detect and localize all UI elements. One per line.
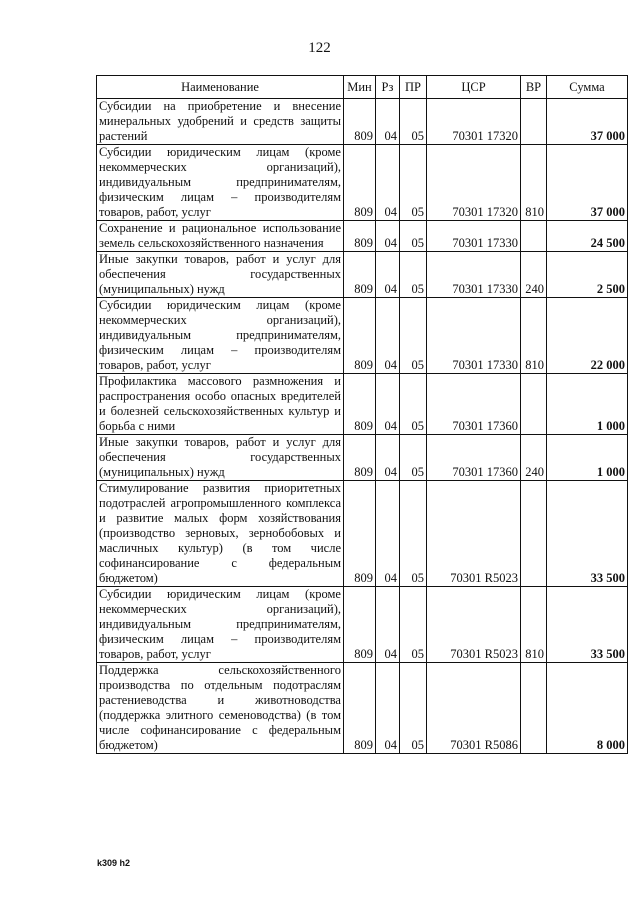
- row-csr: 70301 17320: [427, 99, 521, 145]
- header-vr: ВР: [521, 76, 547, 99]
- row-rz: 04: [376, 221, 400, 252]
- row-rz: 04: [376, 145, 400, 221]
- footer-code: k309 h2: [97, 858, 131, 868]
- row-pr: 05: [400, 298, 427, 374]
- row-min: 809: [344, 298, 376, 374]
- row-min: 809: [344, 221, 376, 252]
- row-csr: 70301 17360: [427, 374, 521, 435]
- row-rz: 04: [376, 298, 400, 374]
- row-pr: 05: [400, 99, 427, 145]
- header-name: Наименование: [97, 76, 344, 99]
- row-sum: 37 000: [547, 145, 628, 221]
- row-min: 809: [344, 99, 376, 145]
- header-sum: Сумма: [547, 76, 628, 99]
- table-row: [97, 587, 628, 663]
- row-rz: 04: [376, 663, 400, 754]
- row-sum: 33 500: [547, 481, 628, 587]
- row-name: Профилактика массового размножения и распространения особо опасных вредителей и болезней сельскохозяйственных культур и борьба с ними: [97, 374, 344, 435]
- row-csr: 70301 17360: [427, 435, 521, 481]
- row-min: 809: [344, 145, 376, 221]
- row-sum: 8 000: [547, 663, 628, 754]
- row-name: Субсидии на приобретение и внесение минеральных удобрений и средств защиты растений: [97, 99, 344, 145]
- table-row: [97, 663, 628, 754]
- table-row: [97, 374, 628, 435]
- row-rz: 04: [376, 99, 400, 145]
- row-csr: 70301 17330: [427, 252, 521, 298]
- row-pr: 05: [400, 145, 427, 221]
- row-vr: [521, 663, 547, 754]
- row-name: Субсидии юридическим лицам (кроме некоммерческих организаций), индивидуальным предпринимателям, физическим лицам – производителям товаров, работ, услуг: [97, 145, 344, 221]
- row-vr: 240: [521, 252, 547, 298]
- header-min: Мин: [344, 76, 376, 99]
- row-min: 809: [344, 374, 376, 435]
- row-name: Иные закупки товаров, работ и услуг для обеспечения государственных (муниципальных) нужд: [97, 435, 344, 481]
- row-min: 809: [344, 252, 376, 298]
- row-csr: 70301 17320: [427, 145, 521, 221]
- row-vr: [521, 481, 547, 587]
- header-pr: ПР: [400, 76, 427, 99]
- table-row: [97, 298, 628, 374]
- row-vr: [521, 221, 547, 252]
- row-vr: 240: [521, 435, 547, 481]
- table-header-row: [97, 76, 628, 99]
- row-rz: 04: [376, 252, 400, 298]
- row-vr: [521, 374, 547, 435]
- row-rz: 04: [376, 435, 400, 481]
- row-vr: 810: [521, 587, 547, 663]
- row-rz: 04: [376, 481, 400, 587]
- row-name: Субсидии юридическим лицам (кроме некоммерческих организаций), индивидуальным предпринимателям, физическим лицам – производителям товаров, работ, услуг: [97, 587, 344, 663]
- row-sum: 33 500: [547, 587, 628, 663]
- row-vr: [521, 99, 547, 145]
- row-name: Субсидии юридическим лицам (кроме некоммерческих организаций), индивидуальным предпринимателям, физическим лицам – производителям товаров, работ, услуг: [97, 298, 344, 374]
- row-name: Сохранение и рациональное использование земель сельскохозяйственного назначения: [97, 221, 344, 252]
- row-csr: 70301 17330: [427, 221, 521, 252]
- row-csr: 70301 R5023: [427, 587, 521, 663]
- row-csr: 70301 R5086: [427, 663, 521, 754]
- row-pr: 05: [400, 435, 427, 481]
- table-row: [97, 481, 628, 587]
- table-row: [97, 99, 628, 145]
- budget-table: [96, 75, 628, 754]
- row-name: Стимулирование развития приоритетных подотраслей агропромышленного комплекса и развитие малых форм хозяйствования (производство зерновых, зернобобовых и масличных культур) (в том числе софинансирование с федеральным бюджетом): [97, 481, 344, 587]
- row-min: 809: [344, 435, 376, 481]
- row-min: 809: [344, 663, 376, 754]
- row-name: Иные закупки товаров, работ и услуг для обеспечения государственных (муниципальных) нужд: [97, 252, 344, 298]
- page-number: 122: [308, 40, 331, 56]
- row-pr: 05: [400, 374, 427, 435]
- row-sum: 37 000: [547, 99, 628, 145]
- row-sum: 1 000: [547, 374, 628, 435]
- row-csr: 70301 R5023: [427, 481, 521, 587]
- row-pr: 05: [400, 587, 427, 663]
- row-sum: 2 500: [547, 252, 628, 298]
- row-rz: 04: [376, 374, 400, 435]
- table-row: [97, 221, 628, 252]
- row-min: 809: [344, 481, 376, 587]
- row-csr: 70301 17330: [427, 298, 521, 374]
- row-pr: 05: [400, 221, 427, 252]
- table-row: [97, 435, 628, 481]
- row-sum: 24 500: [547, 221, 628, 252]
- row-name: Поддержка сельскохозяйственного производства по отдельным подотраслям растениеводства и животноводства (поддержка элитного семеноводства) (в том числе софинансирование с федеральным бюджетом): [97, 663, 344, 754]
- row-sum: 1 000: [547, 435, 628, 481]
- row-pr: 05: [400, 481, 427, 587]
- row-rz: 04: [376, 587, 400, 663]
- row-vr: 810: [521, 145, 547, 221]
- row-vr: 810: [521, 298, 547, 374]
- row-pr: 05: [400, 252, 427, 298]
- header-rz: Рз: [376, 76, 400, 99]
- table-row: [97, 145, 628, 221]
- row-pr: 05: [400, 663, 427, 754]
- table-row: [97, 252, 628, 298]
- row-min: 809: [344, 587, 376, 663]
- header-csr: ЦСР: [427, 76, 521, 99]
- row-sum: 22 000: [547, 298, 628, 374]
